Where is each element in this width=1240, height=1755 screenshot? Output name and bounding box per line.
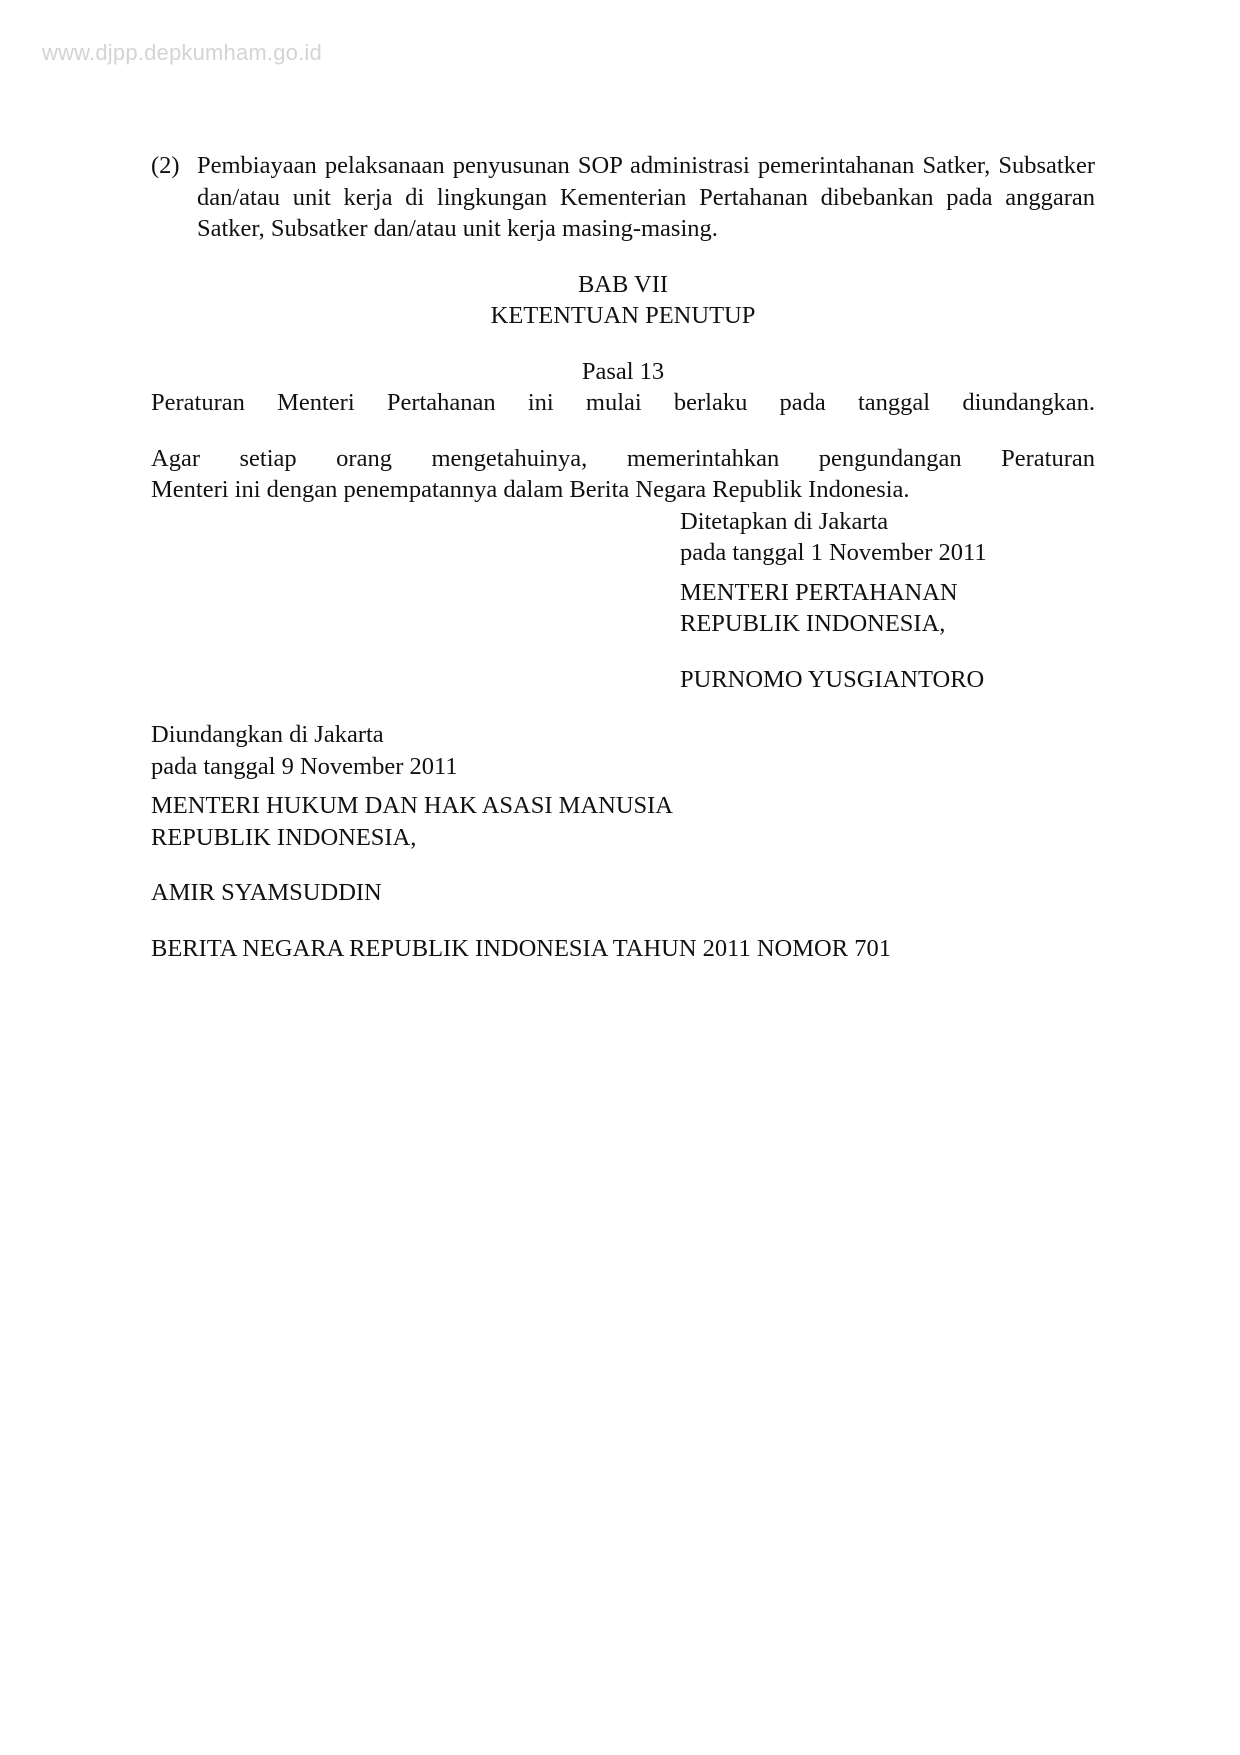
clause-text: Pembiayaan pelaksanaan penyusunan SOP administrasi pemerintahanan Satker, Subsatker dan/atau unit kerja di lingkungan Kementerian Pertahanan dibebankan pada anggaran Satker, Subsatker dan/atau unit kerja masing-masing. bbox=[197, 152, 1095, 242]
promulgation-block bbox=[151, 719, 1095, 909]
promulgation-order bbox=[151, 443, 1095, 506]
article-title: Pasal 13 bbox=[581, 357, 665, 385]
promulgation-order-line-2: Menteri ini dengan penempatannya dalam Berita Negara Republik Indonesia. bbox=[151, 476, 910, 503]
promulgation-order-line-1: Agar setiap orang mengetahuinya, memerintahkan pengundangan Peraturan bbox=[151, 444, 1095, 472]
document-body bbox=[151, 150, 1095, 964]
enactment-position-line-2: REPUBLIK INDONESIA, bbox=[680, 610, 946, 637]
promulgation-position-line-2: REPUBLIK INDONESIA, bbox=[151, 823, 417, 851]
promulgation-signatory: AMIR SYAMSUDDIN bbox=[151, 879, 382, 906]
enactment-position-line-1: MENTERI PERTAHANAN bbox=[680, 578, 958, 606]
promulgation-date: pada tanggal 9 November 2011 bbox=[151, 752, 458, 780]
clause-2 bbox=[151, 150, 1095, 245]
enactment-block bbox=[680, 506, 1095, 696]
chapter-title: KETENTUAN PENUTUP bbox=[490, 302, 756, 329]
watermark-url: www.djpp.depkumham.go.id bbox=[42, 40, 322, 65]
promulgation-place: Diundangkan di Jakarta bbox=[151, 721, 384, 748]
clause-number: (2) bbox=[151, 152, 180, 179]
chapter-number: BAB VII bbox=[577, 270, 669, 298]
enactment-date: pada tanggal 1 November 2011 bbox=[680, 539, 987, 566]
enactment-place: Ditetapkan di Jakarta bbox=[680, 507, 889, 535]
article-text: Peraturan Menteri Pertahanan ini mulai berlaku pada tanggal diundangkan. bbox=[151, 389, 1095, 416]
enactment-signatory: PURNOMO YUSGIANTORO bbox=[680, 665, 985, 693]
promulgation-position-line-1: MENTERI HUKUM DAN HAK ASASI MANUSIA bbox=[151, 792, 674, 819]
gazette-reference: BERITA NEGARA REPUBLIK INDONESIA TAHUN 2011 NOMOR 701 bbox=[151, 934, 891, 962]
